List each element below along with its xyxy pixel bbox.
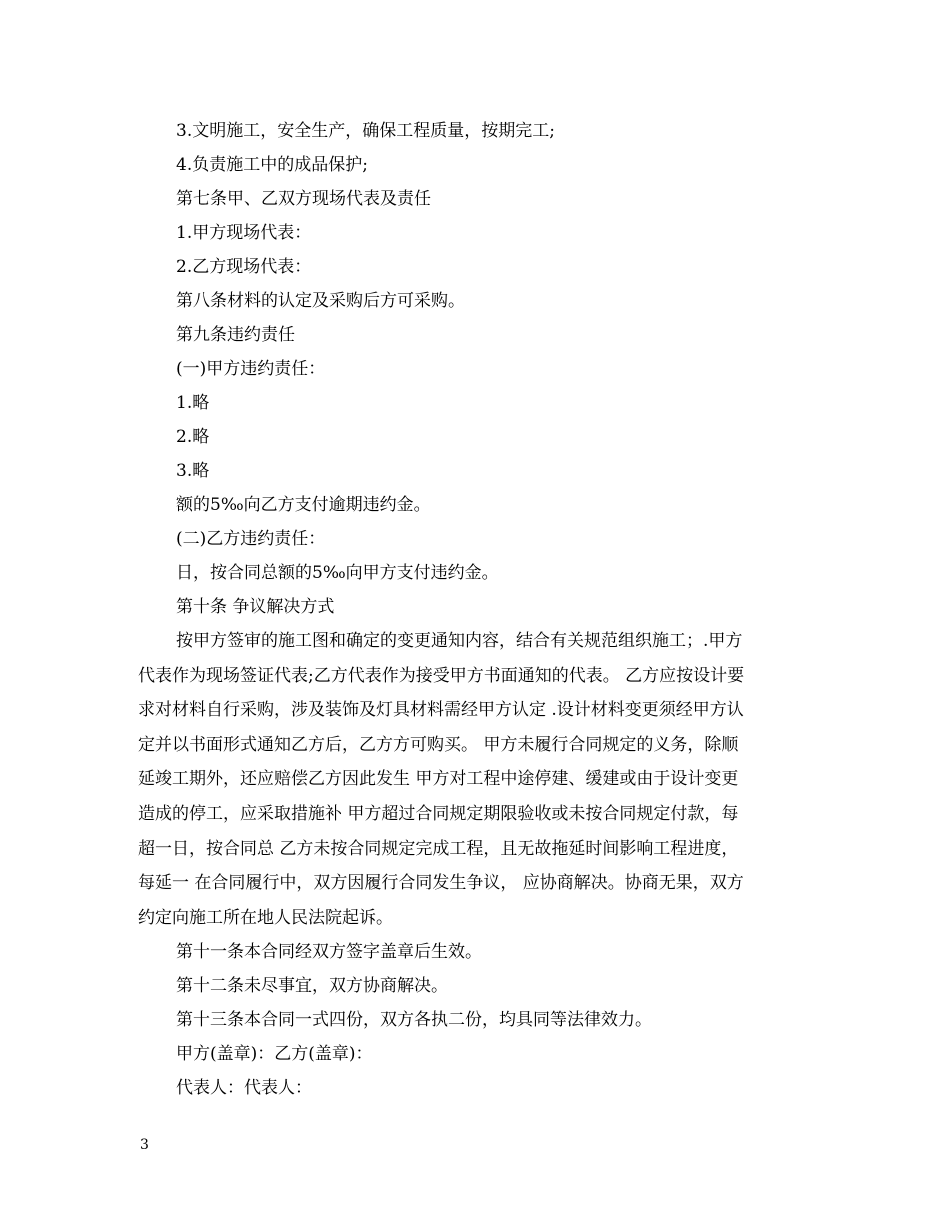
text-line: 日，按合同总额的5‰向甲方支付违约金。 <box>176 563 499 583</box>
article-heading: 第十条 争议解决方式 <box>176 597 335 617</box>
text-line: 3.略 <box>176 461 210 481</box>
paragraph-line: 延竣工期外，还应赔偿乙方因此发生 甲方对工程中途停建、缓建或由于设计变更 <box>138 769 739 790</box>
article-heading: 第十三条本合同一式四份，双方各执二份，均具同等法律效力。 <box>176 1010 652 1031</box>
paragraph-line: 超一日，按合同总 乙方未按合同规定完成工程，且无故拖延时间影响工程进度， <box>138 838 739 859</box>
text-line: 2.乙方现场代表： <box>176 257 312 277</box>
text-line: 1.略 <box>176 393 210 413</box>
paragraph-line: 按甲方签审的施工图和确定的变更通知内容，结合有关规范组织施工；.甲方 <box>176 631 743 651</box>
article-heading: 第九条违约责任 <box>176 325 295 345</box>
paragraph-line: 约定向施工所在地人民法院起诉。 <box>138 907 393 928</box>
page-number: 3 <box>140 1137 149 1153</box>
text-line: 3.文明施工，安全生产，确保工程质量，按期完工; <box>176 121 555 141</box>
article-heading: 第十二条未尽事宜，双方协商解决。 <box>176 976 448 997</box>
document-body <box>138 114 812 1105</box>
article-heading: 第十一条本合同经双方签字盖章后生效。 <box>176 942 482 963</box>
text-line: 额的5‰向乙方支付逾期违约金。 <box>176 495 431 515</box>
signature-line: 甲方(盖章)：乙方(盖章)： <box>176 1044 373 1065</box>
paragraph-line: 代表作为现场签证代表;乙方代表作为接受甲方书面通知的代表。 乙方应按设计要 <box>138 665 745 686</box>
text-line: 4.负责施工中的成品保护; <box>176 155 368 175</box>
article-heading: 第八条材料的认定及采购后方可采购。 <box>176 291 465 311</box>
text-line: 1.甲方现场代表： <box>176 223 312 243</box>
signature-line: 代表人：代表人： <box>176 1078 312 1099</box>
dispute-paragraph <box>138 624 812 935</box>
paragraph-line: 每延一 在合同履行中，双方因履行合同发生争议， 应协商解决。协商无果，双方 <box>138 873 744 894</box>
paragraph-line: 造成的停工，应采取措施补 甲方超过合同规定期限验收或未按合同规定付款，每 <box>138 803 739 824</box>
article-heading: 第七条甲、乙双方现场代表及责任 <box>176 189 431 209</box>
paragraph-line: 定并以书面形式通知乙方后，乙方方可购买。 甲方未履行合同规定的义务，除顺 <box>138 734 739 755</box>
paragraph-line: 求对材料自行采购，涉及装饰及灯具材料需经甲方认定 .设计材料变更须经甲方认 <box>138 700 744 721</box>
text-line: 2.略 <box>176 427 210 447</box>
text-line: (一)甲方违约责任： <box>176 359 326 379</box>
text-line: (二)乙方违约责任： <box>176 529 326 549</box>
